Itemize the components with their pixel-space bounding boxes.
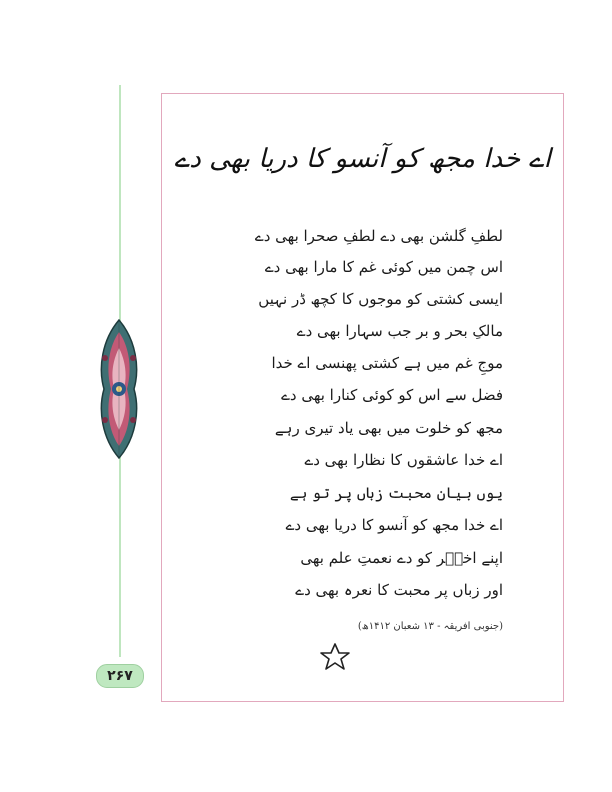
verse-line: اے خدا عاشقوں کا نظارا بھی دے — [304, 451, 503, 469]
source-note: (جنوبی افریقہ - ۱۳ شعبان ۱۴۱۲ھ) — [357, 621, 503, 632]
verse-line: مجھ کو خلوت میں بھی یاد تیری رہے — [274, 419, 503, 437]
verse-line: یوں بیانِ محبت زباں پر تو ہے — [289, 484, 503, 502]
verse-line: ایسی کشتی کو موجوں کا کچھ ڈر نہیں — [258, 290, 503, 308]
verse-line: اپنے اختؔر کو دے نعمتِ علم بھی — [300, 549, 503, 567]
star-icon — [318, 642, 352, 672]
floral-ornament-icon — [96, 318, 142, 460]
verse-line: مالکِ بحر و بر جب سہارا بھی دے — [296, 322, 503, 340]
verse-line: فضل سے اس کو کوئی کنارا بھی دے — [281, 386, 503, 404]
page-title: اے خدا مجھ کو آنسو کا دریا بھی دے — [174, 144, 551, 174]
verse-line: اور زباں پر محبت کا نعرہ بھی دے — [295, 581, 503, 599]
verse-line: لطفِ گلشن بھی دے لطفِ صحرا بھی دے — [254, 227, 503, 245]
verse-line: اس چمن میں کوئی غم کا مارا بھی دے — [264, 258, 503, 276]
page-number: ۲۶۷ — [96, 664, 144, 688]
verse-line: موجِ غم میں ہے کشتی پھنسی اے خدا — [271, 354, 503, 372]
page-frame — [161, 93, 564, 702]
verse-line: اے خدا مجھ کو آنسو کا دریا بھی دے — [285, 516, 503, 534]
